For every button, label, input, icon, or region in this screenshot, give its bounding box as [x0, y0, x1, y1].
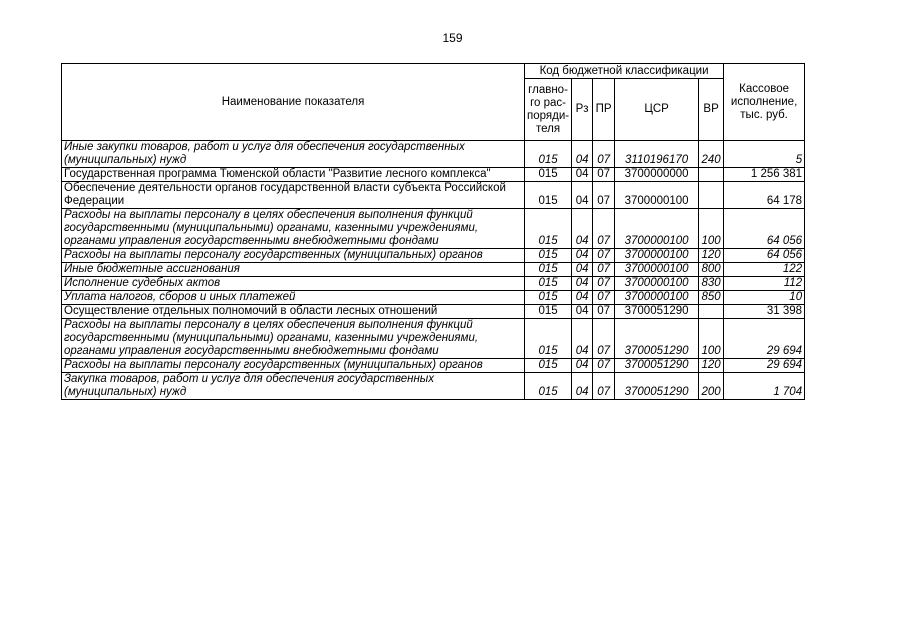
page-number: 159 [442, 31, 463, 45]
table-cell-pr: 07 [593, 277, 615, 291]
table-cell-pr: 07 [593, 305, 615, 319]
table-row [62, 209, 805, 249]
header-rz: Рз [572, 79, 593, 141]
table-cell-name: Расходы на выплаты персоналу государственных (муниципальных) органов [62, 359, 525, 373]
table-cell-glavn: 015 [525, 291, 572, 305]
table-cell-csr: 3110196170 [615, 141, 699, 168]
table-row [62, 277, 805, 291]
table-cell-glavn: 015 [525, 263, 572, 277]
table-cell-rz: 04 [572, 277, 593, 291]
table-cell-rz: 04 [572, 263, 593, 277]
table-cell-csr: 3700051290 [615, 373, 699, 400]
header-glavn [525, 79, 572, 141]
table-cell-rz: 04 [572, 359, 593, 373]
table-cell-glavn: 015 [525, 141, 572, 168]
budget-table [61, 63, 805, 400]
table-cell-pr: 07 [593, 263, 615, 277]
table-cell-name: Уплата налогов, сборов и иных платежей [62, 291, 525, 305]
table-cell-vr: 240 [699, 141, 724, 168]
table-cell-vr: 850 [699, 291, 724, 305]
header-sum [724, 64, 805, 141]
table-cell-vr: 100 [699, 209, 724, 249]
table-cell-vr: 830 [699, 277, 724, 291]
table-body [62, 141, 805, 400]
table-cell-csr: 3700051290 [615, 359, 699, 373]
table-cell-sum: 112 [724, 277, 805, 291]
table-cell-name: Государственная программа Тюменской области "Развитие лесного комплекса" [62, 168, 525, 182]
table-cell-name: Иные бюджетные ассигнования [62, 263, 525, 277]
table-cell-sum: 29 694 [724, 319, 805, 359]
table-cell-csr: 3700000100 [615, 277, 699, 291]
table-row [62, 319, 805, 359]
table-row [62, 249, 805, 263]
table-cell-glavn: 015 [525, 373, 572, 400]
table-cell-name: Осуществление отдельных полномочий в области лесных отношений [62, 305, 525, 319]
table-cell-vr: 100 [699, 319, 724, 359]
table-cell-rz: 04 [572, 168, 593, 182]
table-cell-vr [699, 168, 724, 182]
table-cell-csr: 3700051290 [615, 319, 699, 359]
table-cell-csr: 3700000100 [615, 263, 699, 277]
header-csr: ЦСР [615, 79, 699, 141]
table-cell-csr: 3700000100 [615, 182, 699, 209]
header-vr: ВР [699, 79, 724, 141]
table-cell-glavn: 015 [525, 182, 572, 209]
table-cell-rz: 04 [572, 249, 593, 263]
table-cell-rz: 04 [572, 305, 593, 319]
table-cell-vr: 120 [699, 249, 724, 263]
table-cell-name: Расходы на выплаты персоналу государственных (муниципальных) органов [62, 249, 525, 263]
table-cell-pr: 07 [593, 168, 615, 182]
table-cell-glavn: 015 [525, 359, 572, 373]
table-cell-pr: 07 [593, 319, 615, 359]
table-cell-pr: 07 [593, 359, 615, 373]
table-cell-sum: 64 178 [724, 182, 805, 209]
table-row [62, 141, 805, 168]
table-cell-csr: 3700000100 [615, 209, 699, 249]
table-cell-rz: 04 [572, 291, 593, 305]
table-row [62, 359, 805, 373]
table-cell-vr [699, 182, 724, 209]
table-row [62, 263, 805, 277]
table-row [62, 168, 805, 182]
table-cell-glavn: 015 [525, 168, 572, 182]
table-cell-sum: 29 694 [724, 359, 805, 373]
table-cell-pr: 07 [593, 209, 615, 249]
table-cell-glavn: 015 [525, 305, 572, 319]
table-cell-vr [699, 305, 724, 319]
table-cell-sum: 64 056 [724, 209, 805, 249]
header-glavn-text: главно- го рас- поряди- теля [527, 83, 570, 135]
table-cell-csr: 3700000100 [615, 291, 699, 305]
table-cell-csr: 3700051290 [615, 305, 699, 319]
table-row [62, 291, 805, 305]
table-row [62, 305, 805, 319]
header-name: Наименование показателя [62, 64, 525, 141]
table-cell-glavn: 015 [525, 209, 572, 249]
header-pr: ПР [593, 79, 615, 141]
table-cell-name: Обеспечение деятельности органов государственной власти субъекта Российской Федерации [62, 182, 525, 209]
table-cell-name: Расходы на выплаты персоналу в целях обеспечения выполнения функций государственными (муниципальными) органами, казенными учреждениями, органами управления государственными внебюджетными фондами [62, 209, 525, 249]
table-cell-vr: 120 [699, 359, 724, 373]
table-cell-rz: 04 [572, 182, 593, 209]
table-cell-name: Исполнение судебных актов [62, 277, 525, 291]
table-cell-glavn: 015 [525, 277, 572, 291]
table-cell-pr: 07 [593, 182, 615, 209]
table-cell-vr: 800 [699, 263, 724, 277]
table-cell-sum: 10 [724, 291, 805, 305]
table-cell-sum: 122 [724, 263, 805, 277]
table-cell-pr: 07 [593, 141, 615, 168]
table-cell-csr: 3700000000 [615, 168, 699, 182]
table-cell-sum: 1 704 [724, 373, 805, 400]
table-row [62, 373, 805, 400]
table-cell-rz: 04 [572, 319, 593, 359]
header-code-group: Код бюджетной классификации [525, 64, 724, 79]
table-cell-csr: 3700000100 [615, 249, 699, 263]
table-cell-pr: 07 [593, 373, 615, 400]
table-cell-name: Расходы на выплаты персоналу в целях обеспечения выполнения функций государственными (муниципальными) органами, казенными учреждениями, органами управления государственными внебюджетными фондами [62, 319, 525, 359]
table-row [62, 182, 805, 209]
table-cell-glavn: 015 [525, 249, 572, 263]
table-cell-sum: 64 056 [724, 249, 805, 263]
table-cell-rz: 04 [572, 209, 593, 249]
table-cell-rz: 04 [572, 373, 593, 400]
table-cell-pr: 07 [593, 291, 615, 305]
header-sum-text: Кассовое исполнение, тыс. руб. [730, 82, 798, 121]
table-cell-name: Закупка товаров, работ и услуг для обеспечения государственных (муниципальных) нужд [62, 373, 525, 400]
table-cell-sum: 1 256 381 [724, 168, 805, 182]
table-cell-name: Иные закупки товаров, работ и услуг для обеспечения государственных (муниципальных) нужд [62, 141, 525, 168]
table-cell-rz: 04 [572, 141, 593, 168]
table-cell-pr: 07 [593, 249, 615, 263]
table-cell-sum: 31 398 [724, 305, 805, 319]
table-cell-sum: 5 [724, 141, 805, 168]
table-cell-vr: 200 [699, 373, 724, 400]
table-cell-glavn: 015 [525, 319, 572, 359]
